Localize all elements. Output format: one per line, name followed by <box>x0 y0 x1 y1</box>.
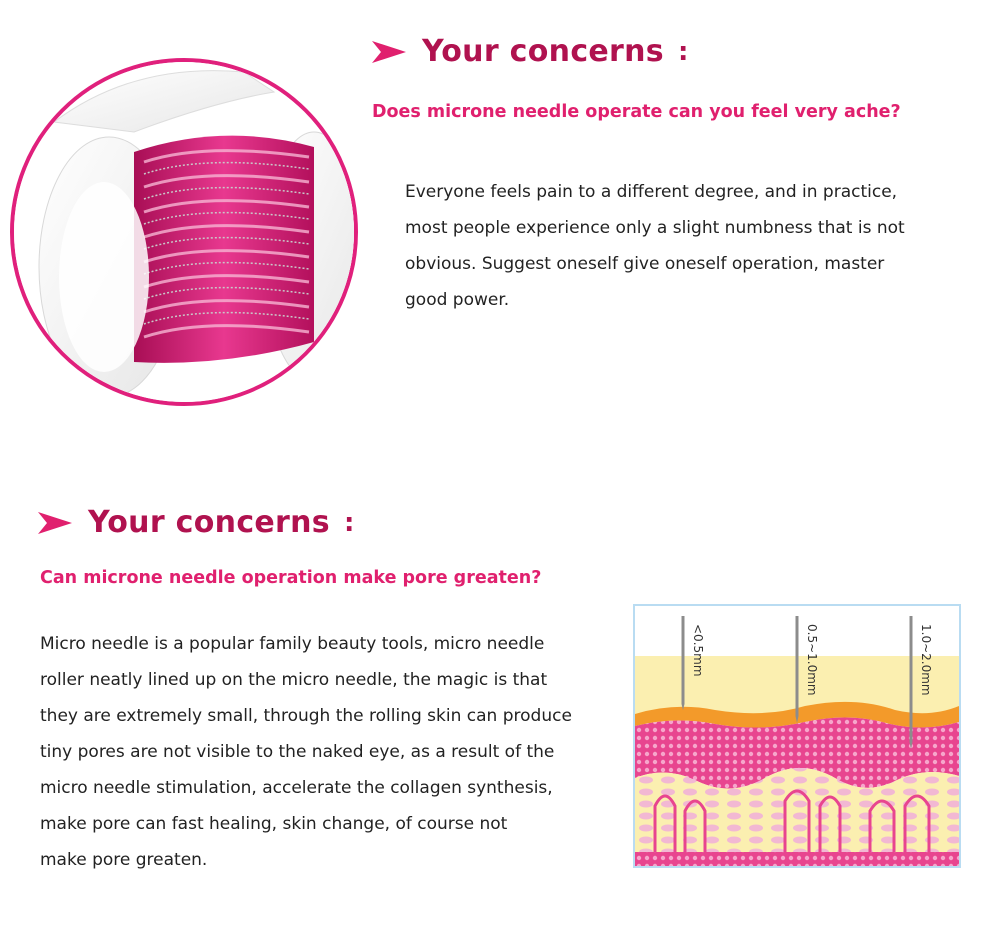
section2-answer-line: they are extremely small, through the rolling skin can produce <box>40 706 572 726</box>
section2-answer-line: micro needle stimulation, accelerate the collagen synthesis, <box>40 778 553 798</box>
section2-heading <box>38 505 355 540</box>
section1-heading <box>372 34 689 69</box>
section1-answer-line: Everyone feels pain to a different degree, and in practice, <box>405 182 898 202</box>
derma-roller-image <box>10 58 358 406</box>
derma-roller-illustration <box>14 62 354 402</box>
section2-heading-colon: : <box>343 507 355 538</box>
section2-answer-line: tiny pores are not visible to the naked eye, as a result of the <box>40 742 555 762</box>
section1-heading-colon: : <box>677 36 689 67</box>
section2-answer-line: roller neatly lined up on the micro needle, the magic is that <box>40 670 548 690</box>
section1-question: Does microne needle operate can you feel very ache? <box>372 102 901 122</box>
section1-answer-line: obvious. Suggest oneself give oneself operation, master <box>405 254 885 274</box>
skin-layers-illustration <box>635 606 959 866</box>
right-arrow-icon <box>372 41 406 63</box>
needle-label-2: 0.5~1.0mm <box>805 624 819 696</box>
section2-heading-text: Your concerns <box>88 505 330 540</box>
section1-answer-line: most people experience only a slight numbness that is not <box>405 218 905 238</box>
section1-answer <box>405 174 905 318</box>
section2-answer <box>40 626 572 878</box>
section1-answer-line: good power. <box>405 290 510 310</box>
skin-layer-diagram <box>633 604 961 868</box>
needle-label-3: 1.0~2.0mm <box>919 624 933 696</box>
section2-question: Can microne needle operation make pore greaten? <box>40 568 542 588</box>
right-arrow-icon <box>38 512 72 534</box>
section1-heading-text: Your concerns <box>422 34 664 69</box>
section2-answer-line: make pore greaten. <box>40 850 208 870</box>
section2-answer-line: make pore can fast healing, skin change, of course not <box>40 814 508 834</box>
section2-answer-line: Micro needle is a popular family beauty tools, micro needle <box>40 634 545 654</box>
needle-label-1: <0.5mm <box>691 624 705 677</box>
